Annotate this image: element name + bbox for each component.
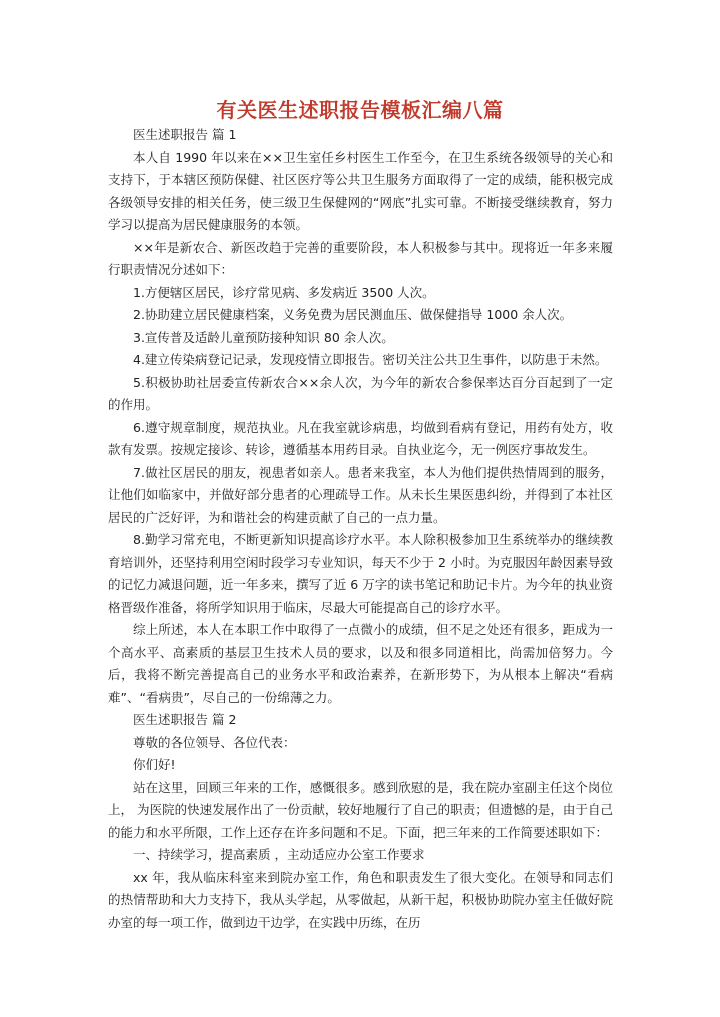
section-heading: 医生述职报告 篇 2: [133, 712, 237, 727]
greeting: 你们好!: [133, 757, 176, 772]
subsection-heading: 一、持续学习，提高素质 ，主动适应办公室工作要求: [133, 847, 425, 862]
list-item: 4.建立传染病登记记录，发现疫情立即报告。密切关注公共卫生事件，以防患于未然。: [133, 352, 608, 367]
list-item: 2.协助建立居民健康档案，义务免费为居民测血压、做保健指导 1000 余人次。: [133, 307, 573, 322]
section-heading: 医生述职报告 篇 1: [133, 127, 237, 142]
list-item: 3.宣传普及适龄儿童预防接种知识 80 余人次。: [133, 329, 394, 345]
list-item: 7.做社区居民的朋友，视患者如亲人。患者来我室，本人为他们提供热情周到的服务，让他们如临家中，并做好部分患者的心理疏导工作。从未长生果医患纠纷，并得到了本社区居民的广泛好评，为和谐社会的构建贡献了自己的一点力量。: [108, 464, 613, 525]
paragraph: xx 年，我从临床科室来到院办室工作，角色和职责发生了很大变化。在领导和同志们的热情帮助和大力支持下，我从头学起，从零做起，从新干起，积极协助院办室主任做好院办室的每一项工作，做到边干边学，在实践中历练，在历: [108, 869, 613, 930]
paragraph: ××年是新农合、新医改趋于完善的重要阶段，本人积极参与其中。现将近一年多来履行职责情况分述如下：: [108, 239, 613, 277]
list-item: 6.遵守规章制度，规范执业。凡在我室就诊病患，均做到看病有登记，用药有处方，收款有发票。按规定接诊、转诊，遵循基本用药目录。自执业迄今，无一例医疗事故发生。: [108, 419, 613, 457]
paragraph: 综上所述，本人在本职工作中取得了一点微小的成绩，但不足之处还有很多，距成为一个高水平、高素质的基层卫生技术人员的要求，以及和很多同道相比，尚需加倍努力。今后，我将不断完善提高自己的业务水平和政治素养，在新形势下，为从根本上解决“看病难”、“看病贵”，尽自己的一份绵薄之力。: [108, 622, 613, 705]
list-item: 1.方便辖区居民，诊疗常见病、多发病近 3500 人次。: [133, 284, 435, 300]
salutation: 尊敬的各位领导、各位代表：: [133, 734, 296, 750]
paragraph: 站在这里，回顾三年来的工作，感慨很多。感到欣慰的是，我在院办室副主任这个岗位上， 为医院的快速发展作出了一份贡献，较好地履行了自己的职责；但遗憾的是，由于自己的能力和水平所限，工作上还存在许多问题和不足。下面，把三年来的工作简要述职如下：: [108, 779, 613, 840]
paragraph: 本人自 1990 年以来在××卫生室任乡村医生工作至今，在卫生系统各级领导的关心和支持下，于本辖区预防保健、社区医疗等公共卫生服务方面取得了一定的成绩，能积极完成各级领导安排的相关任务，使三级卫生保健网的“网底”扎实可靠。不断接受继续教育，努力学习以提高为居民健康服务的本领。: [108, 149, 613, 232]
list-item: 5.积极协助社居委宣传新农合××余人次，为今年的新农合参保率达百分百起到了一定的作用。: [108, 374, 613, 412]
document-title: 有关医生述职报告模板汇编八篇: [216, 98, 504, 122]
list-item: 8.勤学习常充电，不断更新知识提高诊疗水平。本人除积极参加卫生系统举办的继续教育培训外，还坚持利用空闲时段学习专业知识，每天不少于 2 小时。为克服因年龄因素导致的记忆力减退问题，近一年多来，撰写了近 6 万字的读书笔记和助记卡片。为今年的执业资格晋级作准备，将所学知识用于临床，尽最大可能提高自己的诊疗水平。: [108, 532, 613, 615]
document-body: [108, 124, 613, 934]
